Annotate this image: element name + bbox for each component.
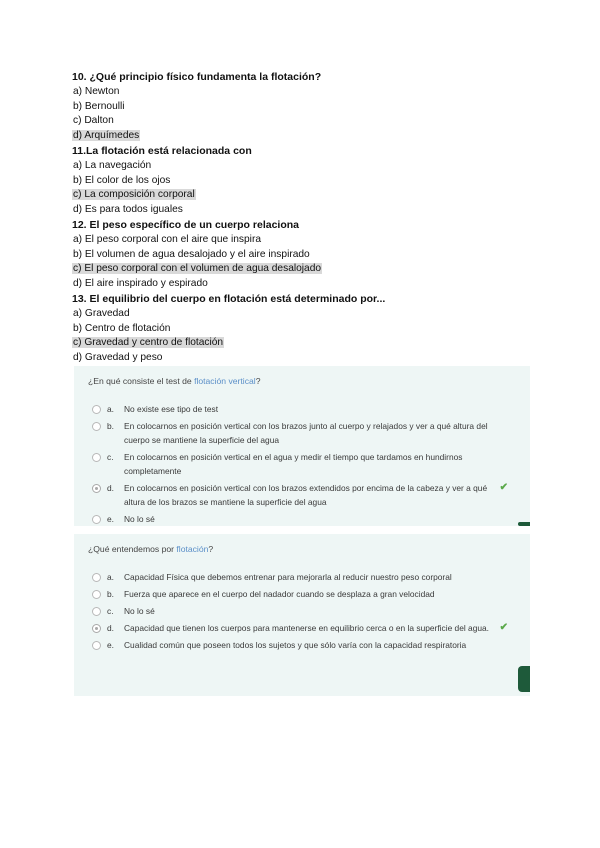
choice-option[interactable] (74, 587, 530, 601)
choice-letter: c. (107, 606, 114, 616)
answer-option-highlighted (72, 262, 532, 277)
quiz-card-flotacion (74, 534, 530, 696)
document-page (72, 70, 532, 366)
answer-option-text: a) La navegación (73, 159, 152, 171)
choice-letter: e. (107, 640, 114, 650)
answer-option-text: c) El peso corporal con el volumen de agua desalojado (73, 263, 322, 275)
choice-text: No lo sé (124, 514, 155, 524)
choice-option[interactable] (74, 512, 530, 526)
question-title: 10. ¿Qué principio físico fundamenta la flotación? (72, 71, 322, 83)
choice-letter: a. (107, 572, 114, 582)
choice-option[interactable] (74, 402, 530, 416)
choice-option[interactable] (74, 419, 530, 447)
side-tab[interactable] (518, 666, 530, 692)
answer-option (72, 159, 532, 174)
choice-option[interactable] (74, 638, 530, 652)
radio-icon[interactable] (92, 624, 101, 633)
choice-text: Fuerza que aparece en el cuerpo del nadador cuando se desplaza a gran velocidad (124, 589, 435, 599)
answer-option-text: d) Gravedad y peso (73, 352, 163, 364)
quiz-question (74, 534, 530, 554)
choice-letter: c. (107, 452, 114, 462)
choice-text: En colocarnos en posición vertical con los brazos junto al cuerpo y relajados y ver a qué altura del cuerpo se mantiene la superficie del agua (124, 421, 488, 445)
answer-option-text: b) El color de los ojos (73, 174, 171, 186)
answer-option (72, 248, 532, 263)
choice-option[interactable] (74, 481, 530, 509)
question-title: 11.La flotación está relacionada con (72, 144, 252, 157)
choice-list (74, 570, 530, 652)
answer-option-highlighted (72, 336, 532, 351)
radio-icon[interactable] (92, 422, 101, 431)
choice-option[interactable] (74, 570, 530, 584)
answer-option (72, 203, 532, 218)
choice-list (74, 402, 530, 526)
answer-option (72, 114, 532, 129)
answer-option-text: b) Centro de flotación (73, 322, 171, 334)
answer-option-text: b) Bernoulli (73, 100, 125, 112)
answer-option (72, 233, 532, 248)
answer-option (72, 277, 532, 292)
question-suffix: ? (208, 544, 214, 554)
answer-option (72, 322, 532, 337)
radio-icon[interactable] (92, 573, 101, 582)
radio-icon[interactable] (92, 590, 101, 599)
radio-icon[interactable] (92, 484, 101, 493)
answer-option-text: c) Gravedad y centro de flotación (73, 337, 224, 349)
choice-option[interactable] (74, 604, 530, 618)
question-highlight: flotación (176, 544, 209, 554)
check-icon: ✔ (499, 622, 508, 633)
question-text: ¿Qué entendemos por (88, 544, 177, 554)
answer-option-text: d) El aire inspirado y espirado (73, 278, 208, 290)
question-highlight: flotación vertical (194, 376, 256, 386)
answer-option-text: a) El peso corporal con el aire que inspira (73, 233, 262, 245)
choice-letter: d. (107, 623, 114, 633)
radio-icon[interactable] (92, 453, 101, 462)
choice-option[interactable] (74, 621, 530, 635)
answer-option-highlighted (72, 129, 532, 144)
quiz-card-flotacion-vertical (74, 366, 530, 526)
choice-text: En colocarnos en posición vertical con los brazos extendidos por encima de la cabeza y ver a qué altura de los brazos se mantiene la superficie del agua (124, 483, 488, 507)
question-text: ¿En qué consiste el test de (88, 376, 195, 386)
answer-option (72, 85, 532, 100)
answer-option (72, 307, 532, 322)
choice-text: Capacidad Física que debemos entrenar para mejorarla al reducir nuestro peso corporal (124, 572, 452, 582)
choice-text: No lo sé (124, 606, 155, 616)
answer-option-highlighted (72, 188, 532, 203)
answer-option-text: c) La composición corporal (73, 189, 195, 201)
choice-letter: b. (107, 421, 114, 431)
answer-option (72, 351, 532, 366)
answer-option-text: a) Newton (73, 85, 120, 97)
answer-option-text: b) El volumen de agua desalojado y el aire inspirado (73, 248, 310, 260)
choice-text: Capacidad que tienen los cuerpos para mantenerse en equilibrio cerca o en la superficie del agua. (124, 623, 490, 633)
side-tab[interactable] (518, 522, 530, 526)
question-title: 12. El peso específico de un cuerpo relaciona (72, 218, 299, 231)
radio-icon[interactable] (92, 607, 101, 616)
answer-option-text: d) Arquímedes (73, 130, 140, 142)
answer-option-text: c) Dalton (73, 115, 114, 127)
choice-text: En colocarnos en posición vertical en el agua y medir el tiempo que tardamos en hundirnos completamente (124, 452, 463, 476)
answer-option-text: a) Gravedad (73, 307, 130, 319)
answer-option-text: d) Es para todos iguales (73, 204, 183, 216)
radio-icon[interactable] (92, 515, 101, 524)
radio-icon[interactable] (92, 641, 101, 650)
quiz-question (74, 366, 530, 386)
answer-option (72, 100, 532, 115)
choice-letter: d. (107, 483, 114, 493)
choice-letter: b. (107, 589, 114, 599)
choice-letter: a. (107, 404, 114, 414)
choice-option[interactable] (74, 450, 530, 478)
choice-text: No existe ese tipo de test (124, 404, 219, 414)
question-suffix: ? (255, 376, 261, 386)
check-icon: ✔ (499, 482, 508, 493)
answer-option (72, 174, 532, 189)
choice-text: Cualidad común que poseen todos los sujetos y que sólo varía con la capacidad respiratoria (124, 640, 467, 650)
question-title: 13. El equilibrio del cuerpo en flotación está determinado por... (72, 292, 386, 305)
choice-letter: e. (107, 514, 114, 524)
radio-icon[interactable] (92, 405, 101, 414)
